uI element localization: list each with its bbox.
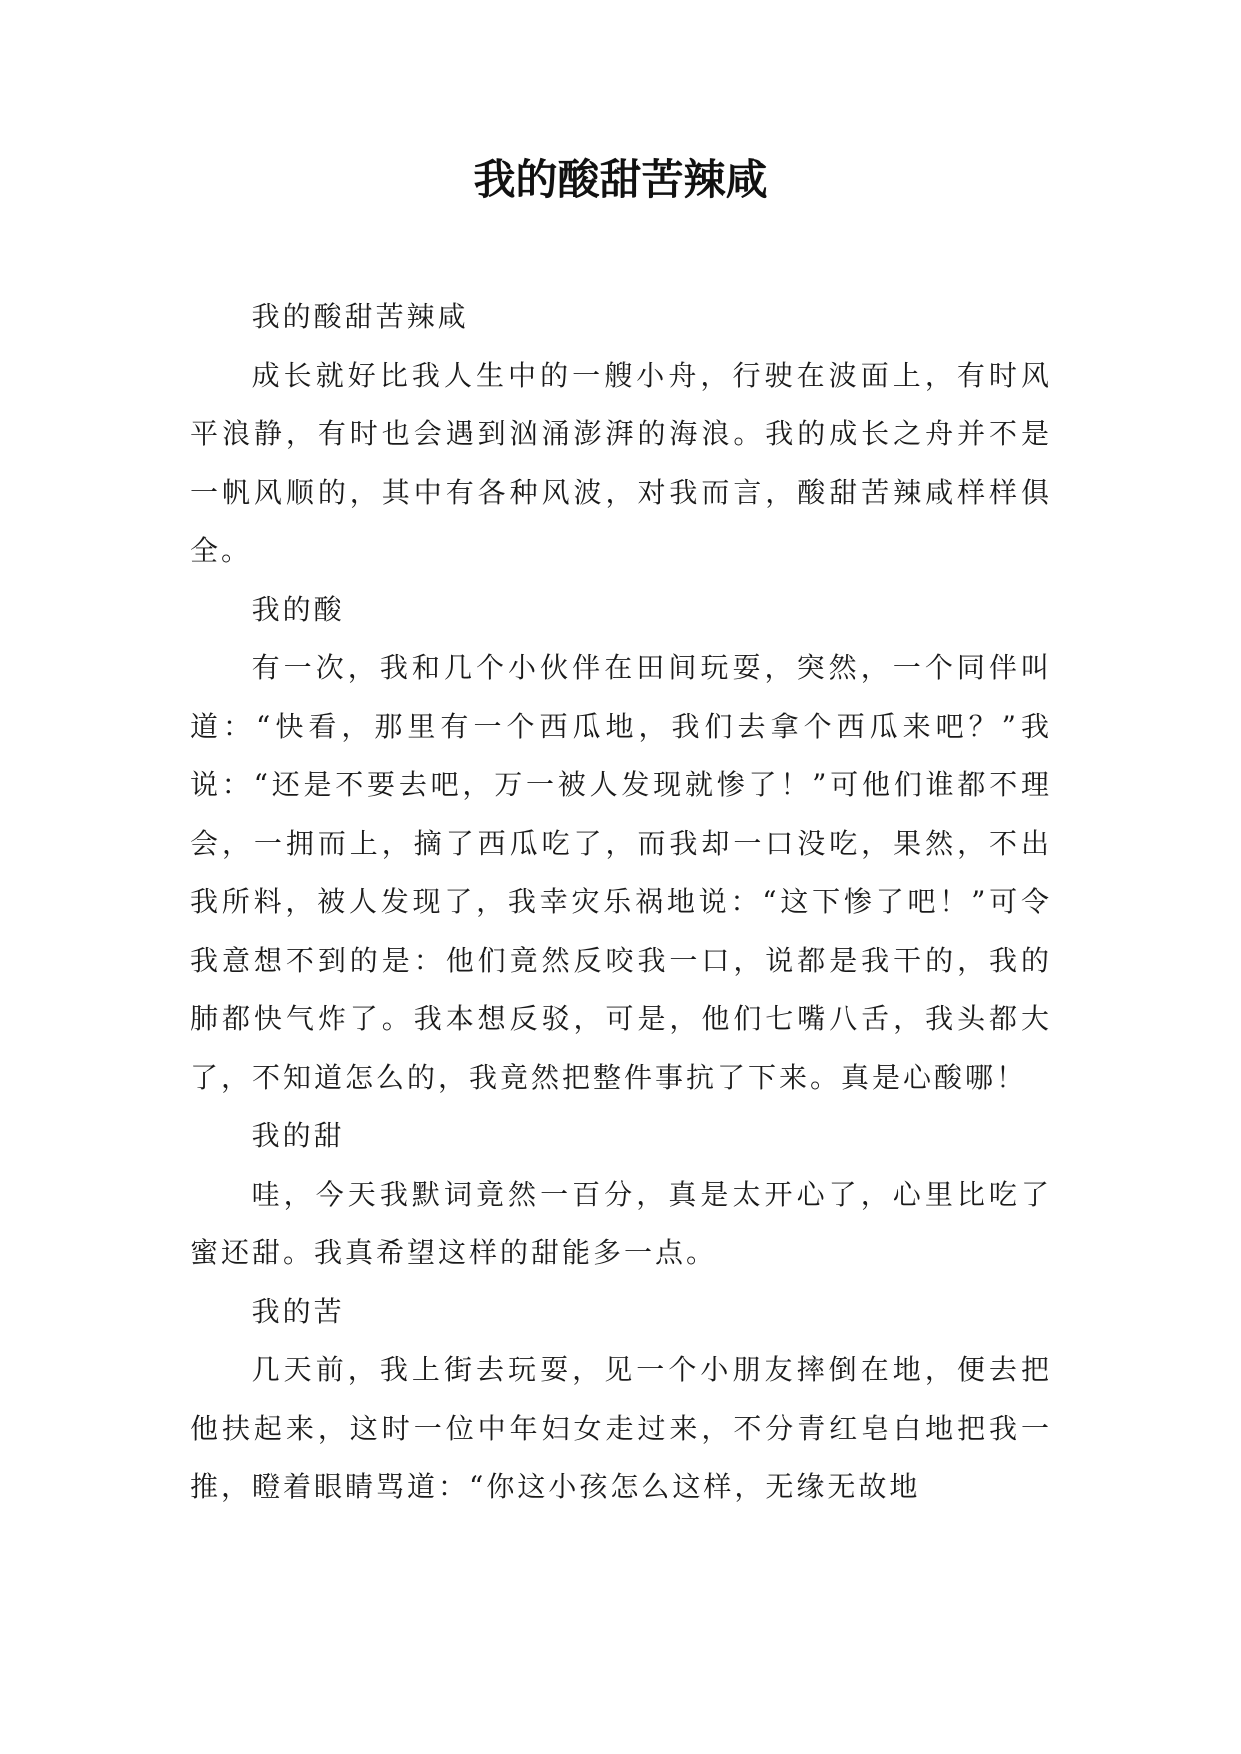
document-body <box>190 288 1052 1517</box>
paragraph-intro: 成长就好比我人生中的一艘小舟，行驶在波面上，有时风平浪静，有时也会遇到汹涌澎湃的海浪。我的成长之舟并不是一帆风顺的，其中有各种风波，对我而言，酸甜苦辣咸样样俱全。 <box>190 358 1052 567</box>
document-title: 我的酸甜苦辣咸 <box>473 155 768 204</box>
paragraph-sour: 有一次，我和几个小伙伴在田间玩耍，突然，一个同伴叫道：“快看，那里有一个西瓜地，我们去拿个西瓜来吧？”我说：“还是不要去吧，万一被人发现就惨了！”可他们谁都不理会，一拥而上，摘了西瓜吃了，而我却一口没吃，果然，不出我所料，被人发现了，我幸灾乐祸地说：“这下惨了吧！”可令我意想不到的是：他们竟然反咬我一口，说都是我干的，我的肺都快气炸了。我本想反驳，可是，他们七嘴八舌，我头都大了，不知道怎么的，我竟然把整件事抗了下来。真是心酸哪！ <box>190 651 1052 1094</box>
section-heading-sweet: 我的甜 <box>251 1119 345 1152</box>
section-heading-intro: 我的酸甜苦辣咸 <box>251 300 469 333</box>
section-heading-sour: 我的酸 <box>251 592 345 626</box>
paragraph-sweet: 哇，今天我默词竟然一百分，真是太开心了，心里比吃了蜜还甜。我真希望这样的甜能多一点。 <box>190 1177 1052 1269</box>
paragraph-bitter: 几天前，我上街去玩耍，见一个小朋友摔倒在地，便去把他扶起来，这时一位中年妇女走过来，不分青红皂白地把我一推，瞪着眼睛骂道：“你这小孩怎么这样，无缘无故地 <box>190 1353 1052 1503</box>
section-heading-bitter: 我的苦 <box>251 1294 345 1328</box>
